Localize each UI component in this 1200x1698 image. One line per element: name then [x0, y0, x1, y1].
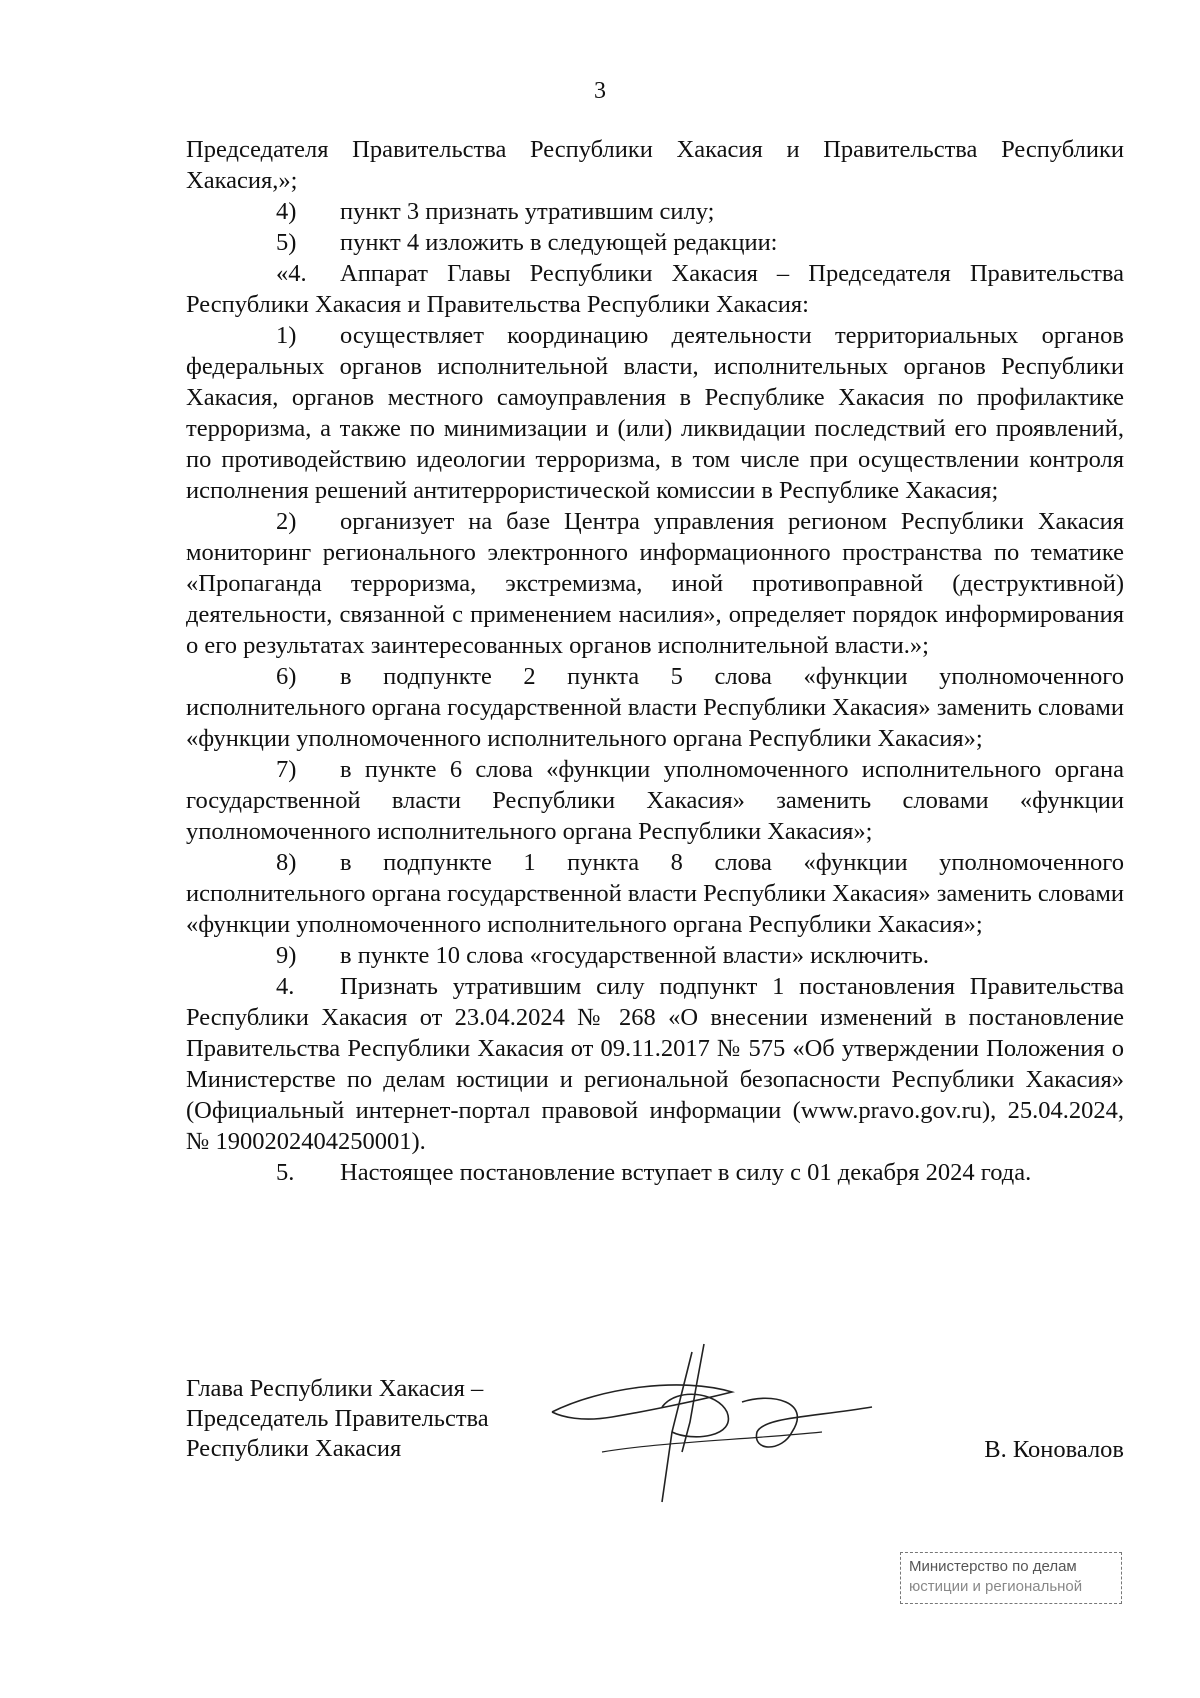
- clause-4-new: «4. Аппарат Главы Республики Хакасия – Председателя Правительства Республики Хакасия и Правительства Республики Хакасия:: [186, 260, 1124, 318]
- section-5: 5. Настоящее постановление вступает в силу с 01 декабря 2024 года.: [276, 1159, 1032, 1186]
- stamp-line: юстиции и региональной: [909, 1578, 1083, 1595]
- document-body: [186, 134, 1124, 1188]
- subclause-1: 1) осуществляет координацию деятельности территориальных органов федеральных органов исполнительной власти, исполнительных органов Республики Хакасия, органов местного самоуправления в Республике Хакасия по профилактике терроризма, а также по минимизации и (или) ликвидации последствий его проявлений, по противодействию идеологии терроризма, в том числе при осуществлении контроля исполнения решений антитеррористической комиссии в Республике Хакасия;: [186, 322, 1124, 504]
- registration-stamp: [900, 1552, 1122, 1604]
- handwritten-signature: [542, 1332, 882, 1512]
- subclause-2: 2) организует на базе Центра управления регионом Республики Хакасия мониторинг регионального электронного информационного пространства по тематике «Пропаганда терроризма, экстремизма, иной противоправной (деструктивной) деятельности, связанной с применением насилия», определяет порядок информирования о его результатах заинтересованных органов исполнительной власти.»;: [186, 508, 1124, 659]
- paragraph-continuation: Председателя Правительства Республики Хакасия и Правительства Республики Хакасия,»;: [186, 136, 1124, 194]
- list-item-9: 9) в пункте 10 слова «государственной власти» исключить.: [276, 942, 929, 969]
- list-item-4: 4) пункт 3 признать утратившим силу;: [276, 198, 715, 225]
- signer-title: [186, 1374, 489, 1464]
- signer-name: В. Коновалов: [984, 1436, 1124, 1463]
- list-item-6: 6) в подпункте 2 пункта 5 слова «функции уполномоченного исполнительного органа государственной власти Республики Хакасия» заменить словами «функции уполномоченного исполнительного органа Республики Хакасия»;: [186, 663, 1124, 752]
- signer-title-line: Глава Республики Хакасия –: [186, 1375, 484, 1402]
- page-number: 3: [594, 78, 606, 104]
- signature-block: [186, 1374, 1124, 1514]
- list-item-8: 8) в подпункте 1 пункта 8 слова «функции уполномоченного исполнительного органа государственной власти Республики Хакасия» заменить словами «функции уполномоченного исполнительного органа Республики Хакасия»;: [186, 849, 1124, 938]
- signer-title-line: Республики Хакасия: [186, 1435, 402, 1462]
- list-item-5: 5) пункт 4 изложить в следующей редакции:: [276, 229, 778, 256]
- list-item-7: 7) в пункте 6 слова «функции уполномоченного исполнительного органа государственной власти Республики Хакасия» заменить словами «функции уполномоченного исполнительного органа Республики Хакасия»;: [186, 756, 1124, 845]
- signer-title-line: Председатель Правительства: [186, 1405, 489, 1432]
- section-4: 4. Признать утратившим силу подпункт 1 постановления Правительства Республики Хакасия от 23.04.2024 № 268 «О внесении изменений в постановление Правительства Республики Хакасия от 09.11.2017 № 575 «Об утверждении Положения о Министерстве по делам юстиции и региональной безопасности Республики Хакасия» (Официальный интернет-портал правовой информации (www.pravo.gov.ru), 25.04.2024, № 1900202404250001).: [186, 973, 1124, 1155]
- stamp-line: Министерство по делам: [909, 1558, 1077, 1575]
